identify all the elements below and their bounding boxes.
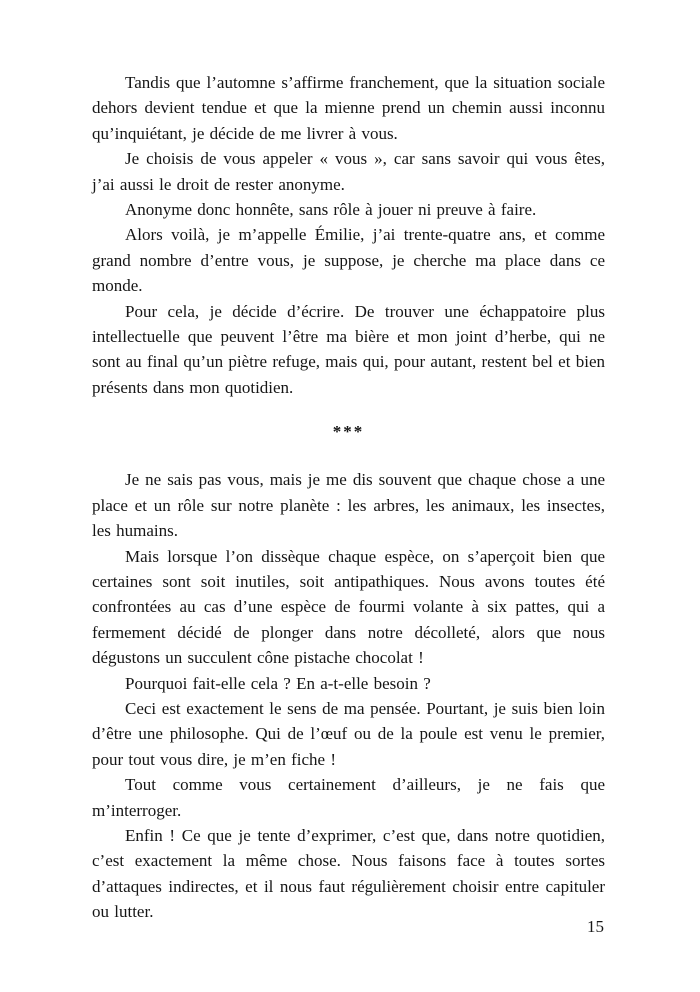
paragraph: Pour cela, je décide d’écrire. De trouver une échappatoire plus intellectuelle que peuvent l’être ma bière et mon joint d’herbe, qui ne sont au final qu’un piètre refuge, mais qui, pour autant, restent bel et bien présents dans mon quotidien. xyxy=(92,301,605,397)
text-block xyxy=(92,70,605,925)
section-break-asterisks: *** xyxy=(332,422,365,442)
page-number: 15 xyxy=(587,917,604,936)
paragraph: Ceci est exactement le sens de ma pensée. Pourtant, je suis bien loin d’être une philosophe. Qui de l’œuf ou de la poule est venu le premier, pour tout vous dire, je m’en fiche ! xyxy=(92,698,605,769)
paragraph: Tout comme vous certainement d’ailleurs, je ne fais que m’interroger. xyxy=(92,775,605,820)
paragraph: Tandis que l’automne s’affirme franchement, que la situation sociale dehors devient tendue et que la mienne prend un chemin aussi inconnu qu’inquiétant, je décide de me livrer à vous. xyxy=(92,73,605,143)
paragraph: Enfin ! Ce que je tente d’exprimer, c’est que, dans notre quotidien, c’est exactement la même chose. Nous faisons face à toutes sortes d’attaques indirectes, et il nous faut régulièrement choisir entre capituler ou lutter. xyxy=(92,825,605,922)
paragraph: Anonyme donc honnête, sans rôle à jouer ni preuve à faire. xyxy=(125,200,537,220)
paragraph: Je ne sais pas vous, mais je me dis souvent que chaque chose a une place et un rôle sur notre planète : les arbres, les animaux, les insectes, les humains. xyxy=(92,470,605,541)
paragraph: Mais lorsque l’on dissèque chaque espèce, on s’aperçoit bien que certaines sont soit inutiles, soit antipathiques. Nous avons toutes été confrontées au cas d’une espèce de fourmi volante à six pattes, qui a fermement décidé de plonger dans notre décolleté, alors que nous dégustons un succulent cône pistache chocolat ! xyxy=(92,546,605,668)
paragraph: Pourquoi fait-elle cela ? En a-t-elle besoin ? xyxy=(125,673,431,693)
paragraph: Je choisis de vous appeler « vous », car sans savoir qui vous êtes, j’ai aussi le droit de rester anonyme. xyxy=(92,149,605,194)
paragraph: Alors voilà, je m’appelle Émilie, j’ai trente-quatre ans, et comme grand nombre d’entre vous, je suppose, je cherche ma place dans ce monde. xyxy=(92,225,605,296)
